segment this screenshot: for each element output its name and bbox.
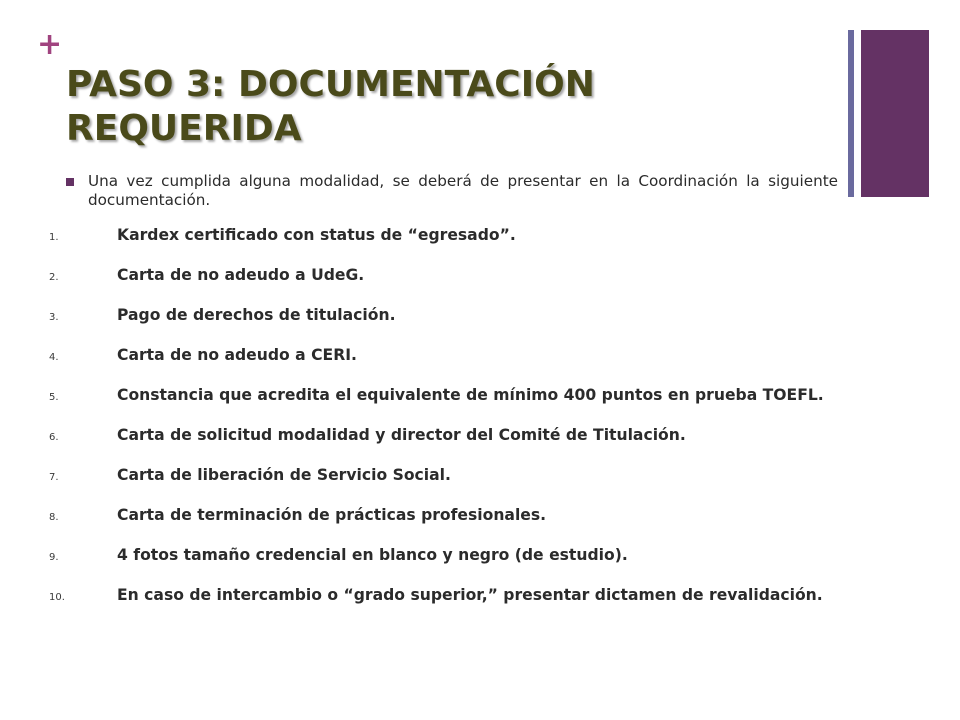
list-item-number: 2. [49,272,59,283]
list-item-number: 1. [49,232,59,243]
list-item [49,586,838,605]
list-item-text: Carta de no adeudo a UdeG. [117,266,365,284]
decorative-bar-thick [861,30,929,197]
list-item [49,466,838,485]
list-item-number: 9. [49,552,59,563]
list-item [49,346,838,365]
list-item [49,386,838,405]
list-item [49,546,838,565]
list-item-number: 5. [49,392,59,403]
document-list [49,226,838,605]
list-item-number: 8. [49,512,59,523]
list-item-text: 4 fotos tamaño credencial en blanco y negro (de estudio). [117,546,628,564]
list-item-text: Carta de terminación de prácticas profesionales. [117,506,547,524]
list-item-number: 3. [49,312,59,323]
decorative-bar-thin [848,30,854,197]
list-item-number: 10. [49,592,65,603]
square-bullet-icon [66,178,74,186]
list-item-text: Pago de derechos de titulación. [117,306,396,324]
list-item-text: Carta de solicitud modalidad y director del Comité de Titulación. [117,426,686,444]
list-item-number: 4. [49,352,59,363]
slide-content [49,172,838,626]
list-item [49,506,838,525]
list-item-text: En caso de intercambio o “grado superior,” presentar dictamen de revalidación. [117,586,823,604]
list-item [49,266,838,285]
list-item-number: 6. [49,432,59,443]
slide-title: PASO 3: DOCUMENTACIÓN REQUERIDA [66,64,595,149]
list-item-text: Carta de no adeudo a CERI. [117,346,357,364]
list-item [49,226,838,245]
list-item-text: Kardex certificado con status de “egresado”. [117,226,516,244]
plus-icon: + [37,27,63,62]
list-item [49,306,838,325]
list-item-number: 7. [49,472,59,483]
list-item-text: Carta de liberación de Servicio Social. [117,466,451,484]
list-item [49,426,838,445]
intro-bullet [66,172,838,210]
intro-text: Una vez cumplida alguna modalidad, se deberá de presentar en la Coordinación la siguiente documentación. [88,172,838,209]
list-item-text: Constancia que acredita el equivalente de mínimo 400 puntos en prueba TOEFL. [117,386,824,404]
